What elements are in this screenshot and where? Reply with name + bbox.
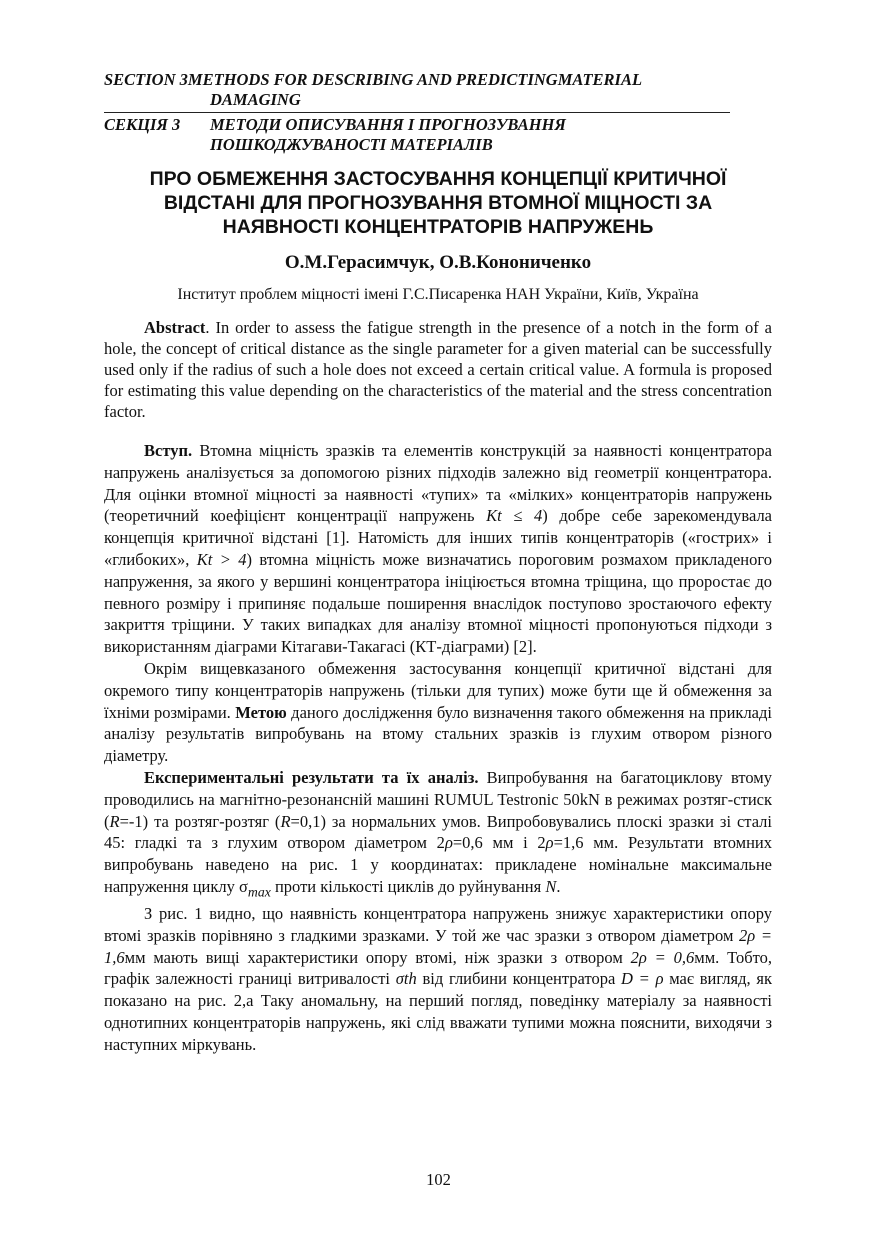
intro-paragraph <box>104 440 772 658</box>
analysis-text: З рис. 1 видно, що наявність концентратора напружень знижує характеристики опору втомі зразків порівняно з гладкими зразками. У той же час зразки з отвором діаметром <box>104 904 772 945</box>
r-symbol: R <box>280 811 291 831</box>
section-header-ua <box>104 115 772 155</box>
results-text: Випробування на багатоциклову втому проводились на магнітно-резонансній машині RUMUL Testronic 50kN в режимах розтяг-стиск ( <box>104 767 773 831</box>
header-divider <box>104 112 730 113</box>
abstract-label: Abstract <box>144 318 206 337</box>
results-label: Експериментальні результати та їх аналіз. <box>144 767 479 787</box>
formula-kt-le-4: Kt ≤ 4 <box>486 506 543 526</box>
intro-label: Вступ. <box>144 441 193 460</box>
results-text: проти кількості циклів до руйнування <box>270 876 546 896</box>
rho-symbol: ρ <box>545 833 554 853</box>
formula-kt-gt-4: Kt > 4 <box>196 549 247 569</box>
intro-text: ) добре себе зарекомендувала концепція критичної відстані [1]. Натомість для інших типів концентраторів («гострих» і «глибоких», <box>104 506 773 569</box>
intro-text: ) втомна міцність може визначатись пороговим розмахом прикладеного напруження, за якого у вершині концентратора ініціюється втомна тріщина, що проростає до певного розміру і припиняє подальше поширення внаслідок поступово зростаючого ефекту закриття тріщини. У таких випадках для аналізу втомної міцності пропонуються підходи з використанням діаграми Кітагави-Такагасі (КТ-діаграми) [2]. <box>104 549 772 657</box>
formula-sigma-th: σth <box>395 969 417 989</box>
abstract-text: . In order to assess the fatigue strength in the presence of a notch in the form of a hole, the concept of critical distance as the single parameter for a given material can be successfully used only if the radius of such a hole does not exceed a certain critical value. A formula is proposed for estimating this value depending on the characteristics of the material and the stress concentration factor. <box>104 318 772 421</box>
formula-2rho-06: 2ρ = 0,6 <box>630 947 695 967</box>
results-text: =-1) та розтяг-розтяг ( <box>119 811 281 831</box>
section-header-en <box>104 70 772 110</box>
page-number: 102 <box>426 1170 451 1189</box>
results-text: =0,1) за нормальних умов. Випробовувались плоскі зразки зі сталі 45: гладкі та з глухим отвором діаметром 2 <box>104 811 772 853</box>
aim-paragraph <box>104 658 772 767</box>
section-header-ua-line2: ПОШКОДЖУВАНОСТІ МАТЕРІАЛІВ <box>210 135 493 154</box>
results-text: =1,6 мм. Результати втомних випробувань наведено на рис. 1 у координатах: прикладене номінальне максимальне напруження циклу σ <box>104 833 772 896</box>
formula-d-eq-rho: D = ρ <box>621 969 664 989</box>
formula-2rho-16: 2ρ = 1,6 <box>104 925 772 967</box>
aim-text: даного дослідження було визначення такого обмеження на прикладі аналізу результатів випробувань на втому стальних зразків із глухим отвором різного діаметру. <box>104 702 772 766</box>
aim-text: Окрім вищевказаного обмеження застосування концепції критичної відстані для окремого типу концентраторів напружень (тільки для тупих) може бути ще й обмеження за їхніми розмірами. <box>104 658 772 722</box>
paper-title <box>104 167 772 239</box>
analysis-paragraph <box>104 903 772 1056</box>
section-header-ua-label: СЕКЦІЯ 3 <box>104 115 181 134</box>
n-symbol: N <box>545 876 557 896</box>
page-content <box>104 70 772 1056</box>
affiliation: Інститут проблем міцності імені Г.С.Писаренка НАН України, Київ, Україна <box>177 286 699 303</box>
section-header-en-line2: DAMAGING <box>210 90 301 109</box>
title-line: ПРО ОБМЕЖЕННЯ ЗАСТОСУВАННЯ КОНЦЕПЦІЇ КРИТИЧНОЇ <box>149 168 727 190</box>
section-header-ua-line1: МЕТОДИ ОПИСУВАННЯ І ПРОГНОЗУВАННЯ <box>210 115 566 134</box>
sigma-subscript: max <box>247 884 271 900</box>
section-header-ua-text <box>210 115 566 155</box>
abstract <box>104 317 772 422</box>
title-line: ВІДСТАНІ ДЛЯ ПРОГНОЗУВАННЯ ВТОМНОЇ МІЦНОСТІ ЗА <box>163 192 713 214</box>
results-text: =0,6 мм і 2 <box>452 833 546 853</box>
rho-symbol: ρ <box>444 833 453 853</box>
results-paragraph <box>104 767 772 903</box>
analysis-text: мм мають вищі характеристики опору втомі, ніж зразки з отвором <box>124 947 631 967</box>
authors: О.М.Герасимчук, О.В.Конониченко <box>284 252 592 273</box>
aim-label: Метою <box>235 702 287 722</box>
analysis-text: мм. Тобто, графік залежності границі витривалості <box>104 947 772 989</box>
r-symbol: R <box>109 811 120 831</box>
analysis-text: має вигляд, як показано на рис. 2,а Таку аномальну, на перший погляд, поведінку матеріалу за наявності однотипних концентраторів напружень, які слід вважати тупими можна пояснити, виходячи з наступних міркувань. <box>104 969 772 1054</box>
analysis-text: від глибини концентратора <box>416 969 622 989</box>
section-header-en-line1: SECTION 3METHODS FOR DESCRIBING AND PREDICTINGMATERIAL <box>104 70 643 89</box>
results-text: . <box>556 876 561 896</box>
intro-text: Втомна міцність зразків та елементів конструкцій за наявності концентратора напружень аналізується за допомогою різних підходів залежно від геометрії концентратора. Для оцінки втомної міцності за наявності «тупих» та «мілких» концентраторів напружень (теоретичний коефіцієнт концентрації напружень <box>104 441 772 526</box>
title-line: НАЯВНОСТІ КОНЦЕНТРАТОРІВ НАПРУЖЕНЬ <box>222 216 654 238</box>
